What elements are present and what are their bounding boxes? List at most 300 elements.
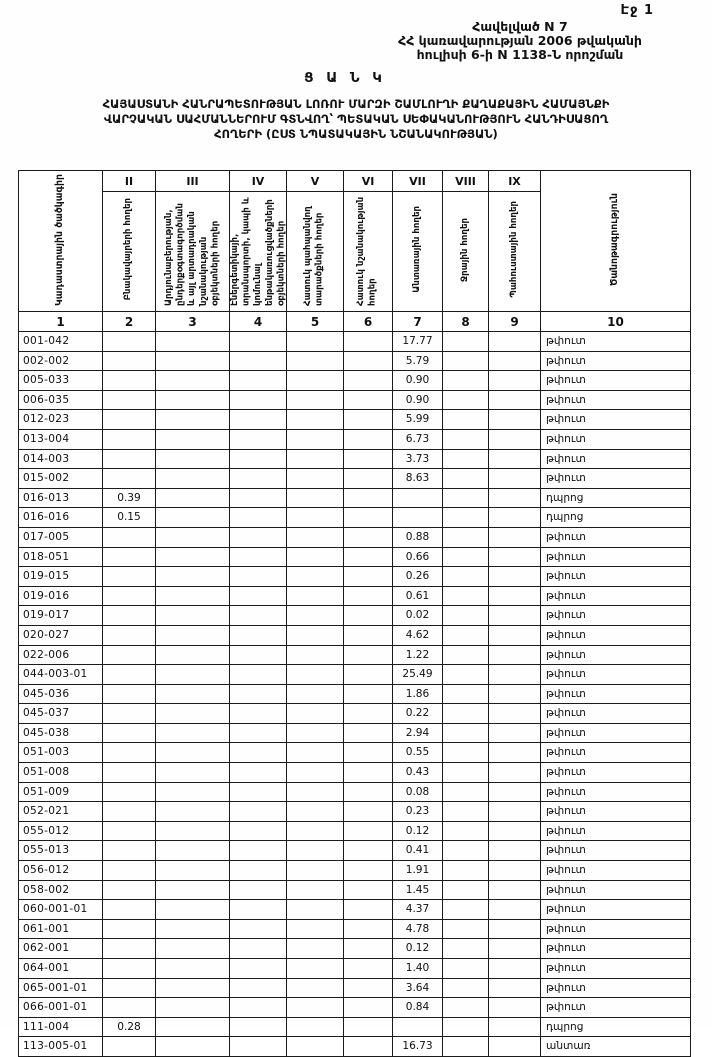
remarks-cell: թփուտ [541, 802, 691, 822]
remarks-cell: թփուտ [541, 469, 691, 489]
settlement-lands-cell [103, 998, 156, 1018]
infrastructure-lands-cell [230, 625, 287, 645]
column-header-settlement-lands [103, 192, 156, 312]
reserve-lands-cell [489, 1017, 541, 1037]
page-number: Էջ 1 [620, 3, 654, 18]
appendix-line-3: հուլիսի 6-ի N 1138-Ն որոշման [416, 47, 624, 63]
column-number-5: 5 [287, 312, 344, 332]
remarks-cell: թփուտ [541, 625, 691, 645]
special-purpose-lands-cell [344, 723, 393, 743]
settlement-lands-cell [103, 645, 156, 665]
protected-lands-cell [287, 900, 344, 920]
industrial-lands-cell [156, 625, 230, 645]
table-row [19, 665, 691, 685]
forest-lands-cell: 4.78 [393, 919, 443, 939]
water-lands-cell [443, 351, 489, 371]
protected-lands-cell [287, 939, 344, 959]
cadastral-code-cell: 061-001 [19, 919, 103, 939]
reserve-lands-cell [489, 900, 541, 920]
special-purpose-lands-cell [344, 802, 393, 822]
document-subtitle [30, 97, 682, 143]
cadastral-code-cell: 113-005-01 [19, 1037, 103, 1057]
table-row [19, 861, 691, 881]
column-number-row [19, 312, 691, 332]
protected-lands-cell [287, 390, 344, 410]
reserve-lands-cell [489, 390, 541, 410]
water-lands-cell [443, 802, 489, 822]
table-row [19, 919, 691, 939]
column-number-8: 8 [443, 312, 489, 332]
industrial-lands-cell [156, 998, 230, 1018]
protected-lands-cell [287, 763, 344, 783]
settlement-lands-cell [103, 1037, 156, 1057]
cadastral-code-cell: 051-008 [19, 763, 103, 783]
cadastral-code-cell: 006-035 [19, 390, 103, 410]
remarks-cell: դպրոց [541, 488, 691, 508]
forest-lands-cell: 0.08 [393, 782, 443, 802]
table-row [19, 351, 691, 371]
special-purpose-lands-cell [344, 469, 393, 489]
forest-lands-cell: 0.41 [393, 841, 443, 861]
water-lands-cell [443, 763, 489, 783]
protected-lands-cell [287, 645, 344, 665]
forest-lands-label: Անտառային հողեր [411, 206, 422, 293]
reserve-lands-cell [489, 782, 541, 802]
table-row [19, 763, 691, 783]
special-purpose-lands-cell [344, 508, 393, 528]
forest-lands-cell: 0.66 [393, 547, 443, 567]
forest-lands-cell: 1.86 [393, 684, 443, 704]
roman-numeral-IV: IV [230, 171, 287, 192]
column-header-protected-lands [287, 192, 344, 312]
settlement-lands-cell [103, 429, 156, 449]
remarks-cell: թփուտ [541, 861, 691, 881]
settlement-lands-cell [103, 743, 156, 763]
cadastral-code-cell: 060-001-01 [19, 900, 103, 920]
infrastructure-lands-cell [230, 861, 287, 881]
infrastructure-lands-cell [230, 684, 287, 704]
remarks-cell: անտառ [541, 1037, 691, 1057]
protected-lands-cell [287, 861, 344, 881]
table-row [19, 978, 691, 998]
protected-lands-cell [287, 332, 344, 352]
special-purpose-lands-cell [344, 527, 393, 547]
protected-lands-cell [287, 802, 344, 822]
special-purpose-lands-cell [344, 880, 393, 900]
remarks-cell: թփուտ [541, 684, 691, 704]
industrial-lands-cell [156, 743, 230, 763]
table-row [19, 371, 691, 391]
infrastructure-lands-cell [230, 547, 287, 567]
table-row [19, 508, 691, 528]
remarks-cell: թփուտ [541, 782, 691, 802]
protected-lands-cell [287, 743, 344, 763]
remarks-cell: թփուտ [541, 959, 691, 979]
cadastral-code-cell: 045-038 [19, 723, 103, 743]
remarks-cell: թփուտ [541, 880, 691, 900]
water-lands-cell [443, 919, 489, 939]
table-row [19, 802, 691, 822]
cadastral-code-cell: 017-005 [19, 527, 103, 547]
reserve-lands-cell [489, 429, 541, 449]
protected-lands-cell [287, 1017, 344, 1037]
protected-lands-cell [287, 665, 344, 685]
cadastral-code-cell: 016-016 [19, 508, 103, 528]
column-header-special-purpose-lands [344, 192, 393, 312]
table-row [19, 429, 691, 449]
reserve-lands-cell [489, 959, 541, 979]
column-header-cadastral-code [19, 171, 103, 312]
infrastructure-lands-cell [230, 900, 287, 920]
reserve-lands-cell [489, 332, 541, 352]
remarks-label: Ծանոթագրություն [609, 193, 621, 286]
industrial-lands-cell [156, 684, 230, 704]
column-number-4: 4 [230, 312, 287, 332]
reserve-lands-cell [489, 939, 541, 959]
forest-lands-cell: 16.73 [393, 1037, 443, 1057]
remarks-cell: թփուտ [541, 527, 691, 547]
infrastructure-lands-cell [230, 508, 287, 528]
industrial-lands-cell [156, 880, 230, 900]
protected-lands-cell [287, 1037, 344, 1057]
subtitle-line-3: ՀՈՂԵՐԻ (ԸՍՏ ՆՊԱՏԱԿԱՅԻՆ ՆՇԱՆԱԿՈՒԹՅԱՆ) [214, 127, 498, 142]
table-row [19, 939, 691, 959]
special-purpose-lands-cell [344, 351, 393, 371]
industrial-lands-cell [156, 939, 230, 959]
forest-lands-cell: 0.12 [393, 821, 443, 841]
reserve-lands-cell [489, 567, 541, 587]
forest-lands-cell: 0.61 [393, 586, 443, 606]
forest-lands-cell: 5.79 [393, 351, 443, 371]
table-row [19, 841, 691, 861]
cadastral-code-cell: 019-016 [19, 586, 103, 606]
water-lands-cell [443, 978, 489, 998]
settlement-lands-cell [103, 351, 156, 371]
cadastral-code-cell: 015-002 [19, 469, 103, 489]
settlement-lands-cell [103, 782, 156, 802]
water-lands-cell [443, 508, 489, 528]
forest-lands-cell: 0.22 [393, 704, 443, 724]
column-number-6: 6 [344, 312, 393, 332]
reserve-lands-cell [489, 606, 541, 626]
remarks-cell: թփուտ [541, 821, 691, 841]
water-lands-cell [443, 861, 489, 881]
subtitle-line-1: ՀԱՅԱՍՏԱՆԻ ՀԱՆՐԱՊԵՏՈՒԹՅԱՆ ԼՈՌՈՒ ՄԱՐԶԻ ՇԱՄԼՈՒՂԻ ՔԱՂԱՔԱՅԻՆ ՀԱՄԱՅՆՔԻ [102, 97, 610, 111]
table-header [19, 171, 691, 332]
forest-lands-cell: 3.64 [393, 978, 443, 998]
remarks-cell: թփուտ [541, 704, 691, 724]
remarks-cell: թփուտ [541, 567, 691, 587]
settlement-lands-cell [103, 723, 156, 743]
settlement-lands-cell [103, 469, 156, 489]
special-purpose-lands-cell [344, 665, 393, 685]
reserve-lands-cell [489, 508, 541, 528]
forest-lands-cell: 0.88 [393, 527, 443, 547]
industrial-lands-cell [156, 782, 230, 802]
table-row [19, 723, 691, 743]
special-purpose-lands-cell [344, 488, 393, 508]
infrastructure-lands-cell [230, 488, 287, 508]
protected-lands-cell [287, 351, 344, 371]
water-lands-cell [443, 429, 489, 449]
protected-lands-cell [287, 547, 344, 567]
settlement-lands-cell [103, 332, 156, 352]
water-lands-cell [443, 684, 489, 704]
reserve-lands-label: Պահուստային հողեր [508, 201, 519, 298]
cadastral-code-cell: 016-013 [19, 488, 103, 508]
forest-lands-cell: 8.63 [393, 469, 443, 489]
column-number-7: 7 [393, 312, 443, 332]
special-purpose-lands-cell [344, 919, 393, 939]
forest-lands-cell: 4.62 [393, 625, 443, 645]
settlement-lands-cell [103, 625, 156, 645]
roman-numeral-row [19, 171, 691, 192]
column-number-2: 2 [103, 312, 156, 332]
roman-numeral-IX: IX [489, 171, 541, 192]
cadastral-code-cell: 055-012 [19, 821, 103, 841]
special-purpose-lands-cell [344, 606, 393, 626]
industrial-lands-cell [156, 665, 230, 685]
cadastral-code-cell: 014-003 [19, 449, 103, 469]
special-purpose-lands-cell [344, 645, 393, 665]
reserve-lands-cell [489, 625, 541, 645]
settlement-lands-cell [103, 919, 156, 939]
water-lands-cell [443, 743, 489, 763]
water-lands-cell [443, 665, 489, 685]
cadastral-code-cell: 020-027 [19, 625, 103, 645]
column-number-9: 9 [489, 312, 541, 332]
special-purpose-lands-cell [344, 939, 393, 959]
industrial-lands-cell [156, 429, 230, 449]
reserve-lands-cell [489, 665, 541, 685]
settlement-lands-cell [103, 861, 156, 881]
protected-lands-cell [287, 469, 344, 489]
table-row [19, 488, 691, 508]
cadastral-code-cell: 012-023 [19, 410, 103, 430]
infrastructure-lands-cell [230, 567, 287, 587]
industrial-lands-cell [156, 1037, 230, 1057]
settlement-lands-cell [103, 959, 156, 979]
industrial-lands-cell [156, 959, 230, 979]
table-row [19, 880, 691, 900]
protected-lands-label: Հատուկ պահպանվող տարածքների հողեր [303, 205, 325, 306]
cadastral-code-cell: 001-042 [19, 332, 103, 352]
protected-lands-cell [287, 488, 344, 508]
water-lands-cell [443, 567, 489, 587]
industrial-lands-cell [156, 821, 230, 841]
document-title: Ց Ա Ն Կ [304, 70, 386, 86]
cadastral-code-cell: 055-013 [19, 841, 103, 861]
special-purpose-lands-cell [344, 1017, 393, 1037]
protected-lands-cell [287, 978, 344, 998]
forest-lands-cell: 2.94 [393, 723, 443, 743]
table-row [19, 449, 691, 469]
remarks-cell: թփուտ [541, 978, 691, 998]
protected-lands-cell [287, 527, 344, 547]
reserve-lands-cell [489, 861, 541, 881]
table-row [19, 645, 691, 665]
industrial-lands-cell [156, 332, 230, 352]
settlement-lands-label: Բնակավայրերի հողեր [123, 198, 134, 301]
water-lands-cell [443, 782, 489, 802]
reserve-lands-cell [489, 821, 541, 841]
cadastral-code-cell: 019-017 [19, 606, 103, 626]
reserve-lands-cell [489, 978, 541, 998]
cadastral-code-cell: 065-001-01 [19, 978, 103, 998]
water-lands-cell [443, 998, 489, 1018]
cadastral-code-cell: 002-002 [19, 351, 103, 371]
settlement-lands-cell [103, 880, 156, 900]
remarks-cell: թփուտ [541, 645, 691, 665]
special-purpose-lands-cell [344, 959, 393, 979]
remarks-cell: թփուտ [541, 449, 691, 469]
forest-lands-cell [393, 1017, 443, 1037]
settlement-lands-cell [103, 684, 156, 704]
industrial-lands-cell [156, 508, 230, 528]
table-row [19, 586, 691, 606]
industrial-lands-cell [156, 371, 230, 391]
table-row [19, 527, 691, 547]
special-purpose-lands-cell [344, 429, 393, 449]
special-purpose-lands-cell [344, 625, 393, 645]
infrastructure-lands-cell [230, 1017, 287, 1037]
protected-lands-cell [287, 880, 344, 900]
industrial-lands-cell [156, 390, 230, 410]
industrial-lands-cell [156, 919, 230, 939]
reserve-lands-cell [489, 802, 541, 822]
industrial-lands-cell [156, 723, 230, 743]
forest-lands-cell: 1.40 [393, 959, 443, 979]
forest-lands-cell: 0.90 [393, 371, 443, 391]
industrial-lands-cell [156, 586, 230, 606]
industrial-lands-cell [156, 978, 230, 998]
remarks-cell: թփուտ [541, 332, 691, 352]
cadastral-code-cell: 066-001-01 [19, 998, 103, 1018]
special-purpose-lands-cell [344, 998, 393, 1018]
reserve-lands-cell [489, 449, 541, 469]
infrastructure-lands-cell [230, 429, 287, 449]
protected-lands-cell [287, 919, 344, 939]
remarks-cell: թփուտ [541, 547, 691, 567]
infrastructure-lands-cell [230, 763, 287, 783]
infrastructure-lands-cell [230, 723, 287, 743]
settlement-lands-cell [103, 900, 156, 920]
infrastructure-lands-cell [230, 332, 287, 352]
water-lands-cell [443, 390, 489, 410]
table-row [19, 567, 691, 587]
forest-lands-cell: 3.73 [393, 449, 443, 469]
reserve-lands-cell [489, 469, 541, 489]
water-lands-cell [443, 704, 489, 724]
column-header-remarks [541, 171, 691, 312]
roman-numeral-II: II [103, 171, 156, 192]
infrastructure-lands-cell [230, 606, 287, 626]
table-row [19, 959, 691, 979]
column-header-reserve-lands [489, 192, 541, 312]
infrastructure-lands-cell [230, 959, 287, 979]
forest-lands-cell: 0.12 [393, 939, 443, 959]
special-purpose-lands-cell [344, 782, 393, 802]
forest-lands-cell: 4.37 [393, 900, 443, 920]
reserve-lands-cell [489, 763, 541, 783]
reserve-lands-cell [489, 1037, 541, 1057]
settlement-lands-cell [103, 449, 156, 469]
settlement-lands-cell [103, 410, 156, 430]
cadastral-code-cell: 019-015 [19, 567, 103, 587]
water-lands-cell [443, 821, 489, 841]
reserve-lands-cell [489, 919, 541, 939]
roman-numeral-III: III [156, 171, 230, 192]
reserve-lands-cell [489, 586, 541, 606]
appendix-line-2: ՀՀ կառավարության 2006 թվականի [398, 33, 642, 49]
infrastructure-lands-cell [230, 743, 287, 763]
reserve-lands-cell [489, 880, 541, 900]
industrial-lands-cell [156, 1017, 230, 1037]
industrial-lands-label: Արդյունաբերության, ընդերքօգտագործման և այլ արտադրական նշանակության օբյեկտների հողեր [163, 202, 220, 306]
water-lands-cell [443, 410, 489, 430]
infrastructure-lands-label: Էներգետիկայի, տրանսպորտի, կապի և կոմունալ ենթակառուցվածքների օբյեկտների հողեր [230, 196, 287, 306]
special-purpose-lands-cell [344, 743, 393, 763]
special-purpose-lands-cell [344, 821, 393, 841]
forest-lands-cell: 0.55 [393, 743, 443, 763]
protected-lands-cell [287, 567, 344, 587]
infrastructure-lands-cell [230, 919, 287, 939]
special-purpose-lands-cell [344, 567, 393, 587]
protected-lands-cell [287, 959, 344, 979]
infrastructure-lands-cell [230, 469, 287, 489]
industrial-lands-cell [156, 410, 230, 430]
table-row [19, 332, 691, 352]
roman-numeral-VIII: VIII [443, 171, 489, 192]
special-purpose-lands-cell [344, 763, 393, 783]
remarks-cell: թփուտ [541, 586, 691, 606]
industrial-lands-cell [156, 763, 230, 783]
cadastral-code-cell: 058-002 [19, 880, 103, 900]
cadastral-code-cell: 045-037 [19, 704, 103, 724]
infrastructure-lands-cell [230, 351, 287, 371]
infrastructure-lands-cell [230, 821, 287, 841]
settlement-lands-cell [103, 704, 156, 724]
settlement-lands-cell [103, 371, 156, 391]
water-lands-label: Ջրային հողեր [459, 217, 470, 282]
reserve-lands-cell [489, 547, 541, 567]
table-row [19, 684, 691, 704]
reserve-lands-cell [489, 704, 541, 724]
water-lands-cell [443, 1017, 489, 1037]
industrial-lands-cell [156, 645, 230, 665]
water-lands-cell [443, 645, 489, 665]
special-purpose-lands-cell [344, 586, 393, 606]
appendix-reference [335, 20, 705, 62]
table-row [19, 410, 691, 430]
protected-lands-cell [287, 508, 344, 528]
special-purpose-lands-cell [344, 332, 393, 352]
settlement-lands-cell [103, 527, 156, 547]
roman-numeral-V: V [287, 171, 344, 192]
table-row [19, 900, 691, 920]
settlement-lands-cell [103, 763, 156, 783]
industrial-lands-cell [156, 704, 230, 724]
forest-lands-cell: 1.22 [393, 645, 443, 665]
special-purpose-lands-cell [344, 861, 393, 881]
infrastructure-lands-cell [230, 586, 287, 606]
remarks-cell: թփուտ [541, 351, 691, 371]
infrastructure-lands-cell [230, 371, 287, 391]
protected-lands-cell [287, 723, 344, 743]
table-body [19, 332, 691, 1057]
water-lands-cell [443, 547, 489, 567]
water-lands-cell [443, 841, 489, 861]
